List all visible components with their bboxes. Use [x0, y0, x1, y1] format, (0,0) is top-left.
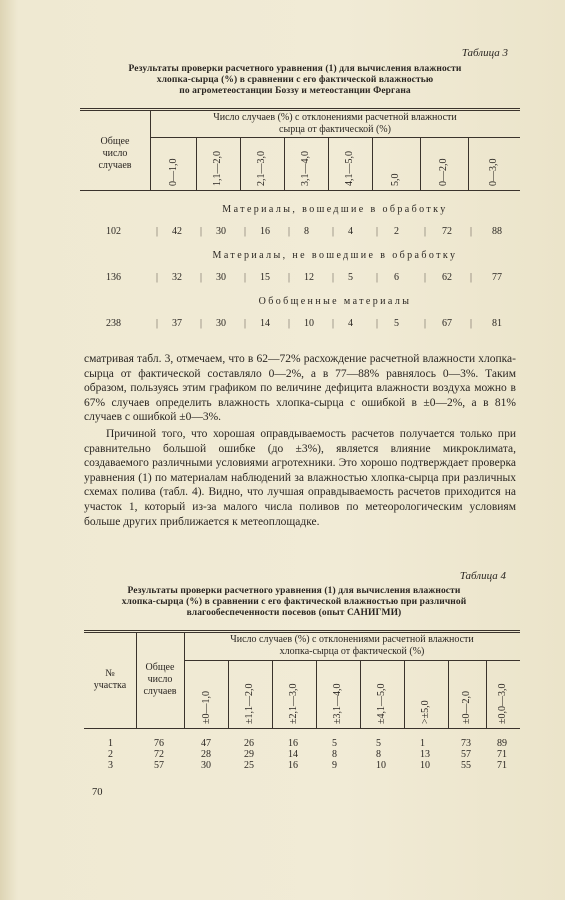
table4-value-cell: 10 — [376, 760, 386, 771]
table4-divider-2 — [184, 632, 185, 728]
table4-column-rule — [228, 661, 229, 728]
table3-total-header — [82, 136, 148, 172]
table3-value-cell: 37 — [172, 318, 182, 329]
table4-value-cell: 8 — [332, 749, 337, 760]
table3-value-cell: 5 — [394, 318, 399, 329]
table4-label: Таблица 4 — [459, 570, 506, 582]
table4-range-header: ±0,0—3,0 — [497, 683, 508, 724]
table3-separator: | — [244, 272, 247, 283]
table4-value-cell: 14 — [288, 749, 298, 760]
table4-total-cell: 76 — [154, 738, 164, 749]
table4-title — [66, 586, 522, 619]
table4-total-cell: 57 — [154, 760, 164, 771]
table4-value-cell: 28 — [201, 749, 211, 760]
table3-group-header — [152, 112, 518, 136]
table3-value-cell: 77 — [492, 272, 502, 283]
table3-column-rule — [196, 138, 197, 190]
table4-plot-cell: 2 — [108, 749, 113, 760]
table4-group-rule — [184, 660, 520, 661]
table3-title-line: Результаты проверки расчетного уравнения (1) для вычисления влажности — [128, 64, 462, 74]
table4-header-rule — [84, 728, 520, 729]
table3-title-line: хлопка-сырца (%) в сравнении с его фактической влажностью — [156, 75, 434, 85]
table4-value-cell: 8 — [376, 749, 381, 760]
table3-separator: | — [470, 272, 473, 283]
table3-value-cell: 8 — [304, 226, 309, 237]
page-number: 70 — [92, 787, 103, 798]
table3-range-header: 0—2,0 — [438, 158, 449, 186]
table4-value-cell: 1 — [420, 738, 425, 749]
table3-separator: | — [424, 272, 427, 283]
table3-value-cell: 6 — [394, 272, 399, 283]
table4-total-header — [138, 662, 182, 698]
table3-value-cell: 32 — [172, 272, 182, 283]
header-line: хлопка-сырца от фактической (%) — [279, 646, 425, 657]
table3-value-cell: 14 — [260, 318, 270, 329]
table3-value-cell: 5 — [348, 272, 353, 283]
table3-separator: | — [470, 226, 473, 237]
table4-value-cell: 16 — [288, 738, 298, 749]
table3-separator: | — [376, 318, 379, 329]
header-line: Число случаев (%) с отклонениями расчетной влажности — [230, 634, 474, 645]
table3-separator: | — [288, 318, 291, 329]
table3-title — [70, 64, 520, 97]
table3-value-cell: 4 — [348, 318, 353, 329]
table3-separator: | — [200, 226, 203, 237]
table3-separator: | — [332, 272, 335, 283]
table4-value-cell: 71 — [497, 760, 507, 771]
table3-label: Таблица 3 — [461, 47, 508, 59]
table3-value-cell: 30 — [216, 272, 226, 283]
table3-column-rule — [468, 138, 469, 190]
table3-top-rule-2 — [80, 110, 520, 111]
table3-separator: | — [376, 272, 379, 283]
table3-range-header: 0—1,0 — [168, 158, 179, 186]
table3-value-cell: 15 — [260, 272, 270, 283]
table3-group-rule — [150, 137, 520, 138]
table3-total-cell: 238 — [106, 318, 121, 329]
table4-divider-1 — [136, 632, 137, 728]
table3-header-rule — [80, 190, 520, 191]
header-line: случаев — [98, 160, 132, 171]
header-line: Число случаев (%) с отклонениями расчетной влажности — [213, 112, 457, 123]
table3-value-cell: 30 — [216, 318, 226, 329]
table3-value-cell: 16 — [260, 226, 270, 237]
table4-value-cell: 73 — [461, 738, 471, 749]
header-line: сырца от фактической (%) — [279, 124, 391, 135]
table3-separator: | — [156, 318, 159, 329]
table3-column-rule — [240, 138, 241, 190]
table3-value-cell: 30 — [216, 226, 226, 237]
header-line: случаев — [143, 686, 177, 697]
table4-value-cell: 9 — [332, 760, 337, 771]
table4-range-header: ±1,1—2,0 — [244, 683, 255, 724]
table4-column-rule — [360, 661, 361, 728]
paragraph-2: Причиной того, что хорошая оправдываемость расчетов получается только при сравнительно большой ошибке (до ±3%), является влияние микроклимата, создаваемого различными условиями агротехники. Это хорошо подтверждает проверка уравнения (1) по материалам наблюдений за влажностью хлопка-сырца при различных схемах полива (табл. 4). Видно, что лучшая оправдываемость расчетов приходится на участок 1, который из-за малого числа поливов по метеорологическим условиям больше других приближается к метеоплощадке. — [84, 427, 516, 528]
table4-range-header: ±2,1—3,0 — [288, 683, 299, 724]
table3-value-cell: 4 — [348, 226, 353, 237]
table4-value-cell: 25 — [244, 760, 254, 771]
table3-title-line: по агрометеостанции Боззу и метеостанции Фергана — [179, 86, 411, 96]
table3-separator: | — [200, 272, 203, 283]
table3-value-cell: 67 — [442, 318, 452, 329]
table3-value-cell: 62 — [442, 272, 452, 283]
table4-value-cell: 16 — [288, 760, 298, 771]
table3-column-rule — [284, 138, 285, 190]
table3-section-heading: Обобщенные материалы — [258, 296, 412, 307]
table3-value-cell: 72 — [442, 226, 452, 237]
table4-title-line: хлопка-сырца (%) в сравнении с его фактической влажностью при различной — [121, 597, 467, 607]
table3-value-cell: 81 — [492, 318, 502, 329]
table4-value-cell: 13 — [420, 749, 430, 760]
table3-column-rule — [420, 138, 421, 190]
body-text — [84, 352, 516, 529]
table3-separator: | — [244, 318, 247, 329]
table4-plot-cell: 1 — [108, 738, 113, 749]
table4-value-cell: 71 — [497, 749, 507, 760]
table3-separator: | — [244, 226, 247, 237]
paragraph-1: сматривая табл. 3, отмечаем, что в 62—72% расхождение расчетной влажности хлопка-сырца от фактической составляло 0—2%, а в 77—88% равнялось 0—3%. Таким образом, пользуясь этим графиком по величине дефицита влажности воздуха можно в 67% случаев определить влажность хлопка-сырца с ошибкой в ±0—2%, а в 81% случаев с ошибкой ±0—3%. — [84, 353, 516, 424]
table4-value-cell: 57 — [461, 749, 471, 760]
table3-value-cell: 10 — [304, 318, 314, 329]
table3-divider — [150, 110, 151, 190]
table3-total-cell: 136 — [106, 272, 121, 283]
table3-separator: | — [288, 272, 291, 283]
header-line: число — [147, 674, 173, 685]
table4-column-rule — [272, 661, 273, 728]
table3-separator: | — [470, 318, 473, 329]
table3-range-header: 1,1—2,0 — [212, 151, 223, 186]
table3-column-rule — [328, 138, 329, 190]
table4-group-header — [186, 634, 518, 658]
table4-title-line: Результаты проверки расчетного уравнения (1) для вычисления влажности — [127, 586, 461, 596]
header-line: № — [105, 668, 115, 679]
table3-range-header: 0—3,0 — [488, 158, 499, 186]
table4-value-cell: 89 — [497, 738, 507, 749]
table4-value-cell: 5 — [332, 738, 337, 749]
table4-column-rule — [486, 661, 487, 728]
table4-range-header: ±3,1—4,0 — [332, 683, 343, 724]
header-line: число — [102, 148, 128, 159]
table3-separator: | — [424, 226, 427, 237]
table4-column-rule — [448, 661, 449, 728]
table3-value-cell: 88 — [492, 226, 502, 237]
table3-range-header: 3,1—4,0 — [300, 151, 311, 186]
table4-total-cell: 72 — [154, 749, 164, 760]
table4-plot-header — [86, 668, 134, 692]
table3-value-cell: 12 — [304, 272, 314, 283]
table3-section-heading: Материалы, вошедшие в обработку — [222, 204, 448, 215]
header-line: Общее — [100, 136, 130, 147]
table4-plot-cell: 3 — [108, 760, 113, 771]
table4-value-cell: 47 — [201, 738, 211, 749]
table3-separator: | — [332, 318, 335, 329]
table3-column-rule — [372, 138, 373, 190]
table4-range-header: ±4,1—5,0 — [376, 683, 387, 724]
table3-separator: | — [156, 272, 159, 283]
table4-value-cell: 5 — [376, 738, 381, 749]
table3-separator: | — [200, 318, 203, 329]
table3-separator: | — [376, 226, 379, 237]
table3-section-heading: Материалы, не вошедшие в обработку — [212, 250, 458, 261]
table3-range-header: 2,1—3,0 — [256, 151, 267, 186]
header-line: Общее — [145, 662, 175, 673]
table4-value-cell: 29 — [244, 749, 254, 760]
table3-separator: | — [424, 318, 427, 329]
table4-top-rule-2 — [84, 632, 520, 633]
table3-range-header: 4,1—5,0 — [344, 151, 355, 186]
table4-value-cell: 10 — [420, 760, 430, 771]
table3-separator: | — [332, 226, 335, 237]
table4-value-cell: 26 — [244, 738, 254, 749]
table3-value-cell: 42 — [172, 226, 182, 237]
table3-range-header: 5,0 — [390, 173, 401, 186]
table4-range-header: ±0—2,0 — [461, 691, 472, 724]
table3-separator: | — [288, 226, 291, 237]
table4-range-header: >±5,0 — [420, 700, 431, 724]
table4-column-rule — [404, 661, 405, 728]
table4-range-header: ±0—1,0 — [201, 691, 212, 724]
table4-top-rule — [84, 630, 520, 631]
table4-column-rule — [316, 661, 317, 728]
table3-total-cell: 102 — [106, 226, 121, 237]
header-line: участка — [93, 680, 127, 691]
table3-separator: | — [156, 226, 159, 237]
table3-value-cell: 2 — [394, 226, 399, 237]
table3-top-rule — [80, 108, 520, 109]
table4-value-cell: 55 — [461, 760, 471, 771]
table4-value-cell: 30 — [201, 760, 211, 771]
table4-title-line: влагообеспеченности посевов (опыт САНИГМИ) — [186, 608, 402, 618]
